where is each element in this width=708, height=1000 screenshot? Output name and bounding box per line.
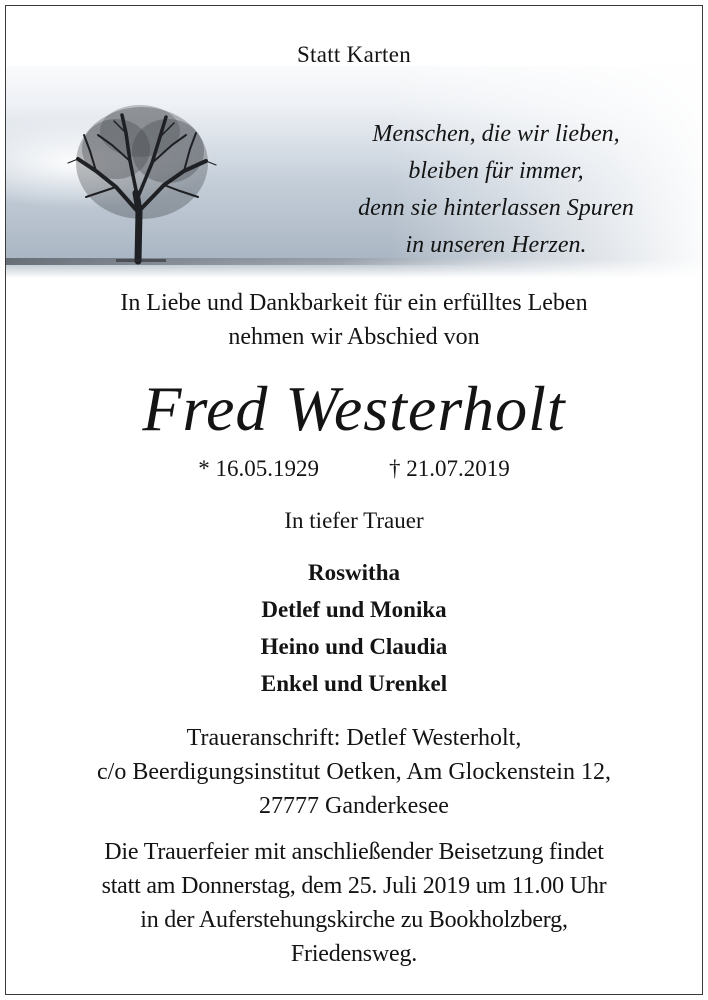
mourning-label: In tiefer Trauer xyxy=(284,508,424,533)
life-dates xyxy=(0,454,708,484)
header-image xyxy=(6,6,702,278)
mourning-address xyxy=(0,721,708,823)
quote-line: Menschen, die wir lieben, xyxy=(372,121,620,147)
family-list xyxy=(0,554,708,702)
family-member: Roswitha xyxy=(307,560,400,585)
quote xyxy=(336,116,656,264)
family-member: Detlef und Monika xyxy=(261,597,447,622)
quote-line: bleiben für immer, xyxy=(408,158,584,184)
service-line: statt am Donnerstag, dem 25. Juli 2019 um 11.00 Uhr xyxy=(101,873,607,899)
service-line: Die Trauerfeier mit anschließender Beisetzung findet xyxy=(104,839,604,865)
address-line: c/o Beerdigungsinstitut Oetken, Am Glockenstein 12, xyxy=(97,759,611,785)
header-title: Statt Karten xyxy=(296,42,412,67)
birth-date: * 16.05.1929 xyxy=(198,456,319,481)
death-date: † 21.07.2019 xyxy=(389,456,510,481)
address-line: Traueranschrift: Detlef Westerholt, xyxy=(186,725,522,751)
family-member: Enkel und Urenkel xyxy=(260,671,448,696)
intro-line: In Liebe und Dankbarkeit für ein erfülltes Leben xyxy=(120,290,588,316)
quote-line: in unseren Herzen. xyxy=(405,232,587,258)
address-line: 27777 Ganderkesee xyxy=(259,793,449,819)
intro-text xyxy=(0,286,708,354)
service-info xyxy=(0,835,708,971)
intro-line: nehmen wir Abschied von xyxy=(228,324,480,350)
tree-icon xyxy=(56,101,226,271)
service-line: in der Auferstehungskirche zu Bookholzberg, xyxy=(140,907,568,933)
deceased-name: Fred Westerholt xyxy=(142,373,566,444)
quote-line: denn sie hinterlassen Spuren xyxy=(358,195,634,221)
service-line: Friedensweg. xyxy=(290,941,418,967)
family-member: Heino und Claudia xyxy=(260,634,448,659)
